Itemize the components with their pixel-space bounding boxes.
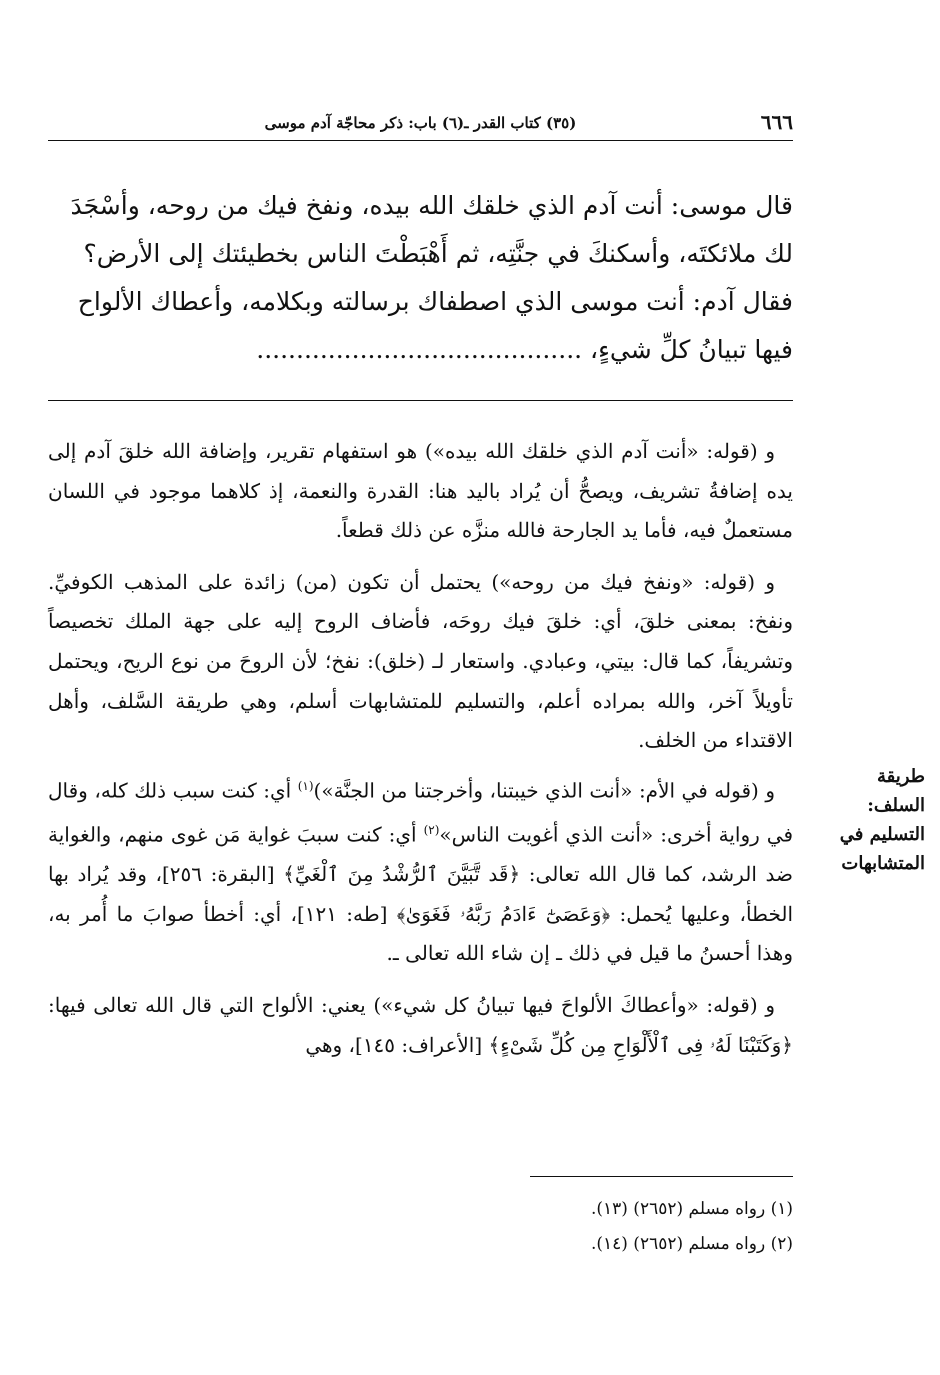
hadith-text (48, 182, 793, 374)
footnote: (٢) رواه مسلم (٢٦٥٢) (١٤). (590, 1234, 793, 1254)
margin-heading-line: المتشابهات (841, 853, 925, 874)
footnote: (١) رواه مسلم (٢٦٥٢) (١٣). (590, 1199, 793, 1219)
commentary-paragraph (48, 767, 793, 974)
running-head: (٣٥) كتاب القدر ـ(٦) باب: ذكر محاجّة آدم موسى (264, 114, 577, 132)
commentary-paragraph: و (قوله: «أنت آدم الذي خلقك الله بيده») هو استفهام تقرير، وإضافة الله خلقَ آدم إلى يده إضافةُ تشريف، ويصحُّ أن يُراد باليد هنا: القدرة والنعمة، إذ كلاهما موجود في اللسان مستعملٌ فيه، فأما يد الجارحة فالله منزَّه عن ذلك قطعاً. (48, 439, 793, 543)
footnotes (48, 1192, 793, 1262)
hadith-line: لك ملائكتَه، وأسكنكَ في جنَّتِه، ثم أَهْبَطْتَ الناس بخطيئتك إلى الأرض؟ (83, 239, 793, 268)
commentary-text: و (قوله في الأم: «أنت الذي خيبتنا، وأخرجتنا من الجنَّة») (313, 778, 775, 803)
commentary (48, 432, 793, 1077)
hadith-line-text: فيها تبيانُ كلِّ شيءٍ، (590, 335, 793, 364)
section-divider (48, 400, 793, 401)
margin-heading-line: السلف: (867, 795, 925, 816)
margin-heading (815, 762, 925, 878)
ellipsis-dots: ......................................... (256, 335, 583, 364)
commentary-paragraph: و (قوله: «ونفخ فيك من روحه») يحتمل أن تكون (من) زائدة على المذهب الكوفيِّ. ونفخ: بمعنى خلقَ، أي: خلقَ فيك روحَه، فأضاف الروح إليه على جهة الملك تخصيصاً وتشريفاً، كما قال: بيتي، وعبادي. واستعار لـ (خلق): نفخ؛ لأن الروحَ من نوع الريح، ويحتمل تأويلاً آخر، والله بمراده أعلم، والتسليم للمتشابهات أسلم، وهي طريقة السَّلف، وأهل الاقتداء من الخلف. (48, 569, 794, 753)
hadith-line (48, 326, 793, 374)
commentary-text: أي: كنت سببَ غواية مَن غوى منهم، والغواية ضد الرشد، كما قال الله تعالى: ﴿قَد تَّبَيَّنَ ٱلرُّشْدُ مِنَ ٱلْغَيِّ﴾ [البقرة: ٢٥٦]، وقد يُراد بها الخطأ، وعليها يُحمل: ﴿وَعَصَىٰٓ ءَادَمُ رَبَّهُۥ فَغَوَىٰ﴾ [طه: ١٢١]، أي: أخطأ صوابَ ما أُمر به، وهذا أحسنُ ما قيل في ذلك ـ إن شاء الله تعالى ـ. (48, 822, 793, 966)
hadith-line: قال موسى: أنت آدم الذي خلقك الله بيده، ونفخ فيك من روحه، وأسْجَدَ (70, 191, 793, 220)
footnote-divider (530, 1176, 793, 1177)
page-number: ٦٦٦ (760, 110, 793, 134)
margin-heading-line: طريقة (876, 766, 925, 787)
commentary-text: أي: كنت سبب ذلك كله، وقال في رواية أخرى: «أنت الذي أغويت الناس» (48, 778, 794, 847)
page-header (48, 104, 793, 141)
footnote-ref: (١) (297, 778, 314, 793)
margin-heading-line: التسليم في (839, 824, 925, 845)
hadith-line: فقال آدم: أنت موسى الذي اصطفاك برسالته وبكلامه، وأعطاك الألواح (77, 287, 793, 316)
commentary-paragraph: و (قوله: «وأعطاكَ الألواحَ فيها تبيانُ كل شيء») يعني: الألواح التي قال الله تعالى فيها: ﴿وَكَتَبْنَا لَهُۥ فِى ٱلْأَلْوَاحِ مِن كُلِّ شَىْءٍ﴾ [الأعراف: ١٤٥]، وهي (48, 993, 793, 1057)
footnote-ref: (٢) (423, 823, 440, 837)
